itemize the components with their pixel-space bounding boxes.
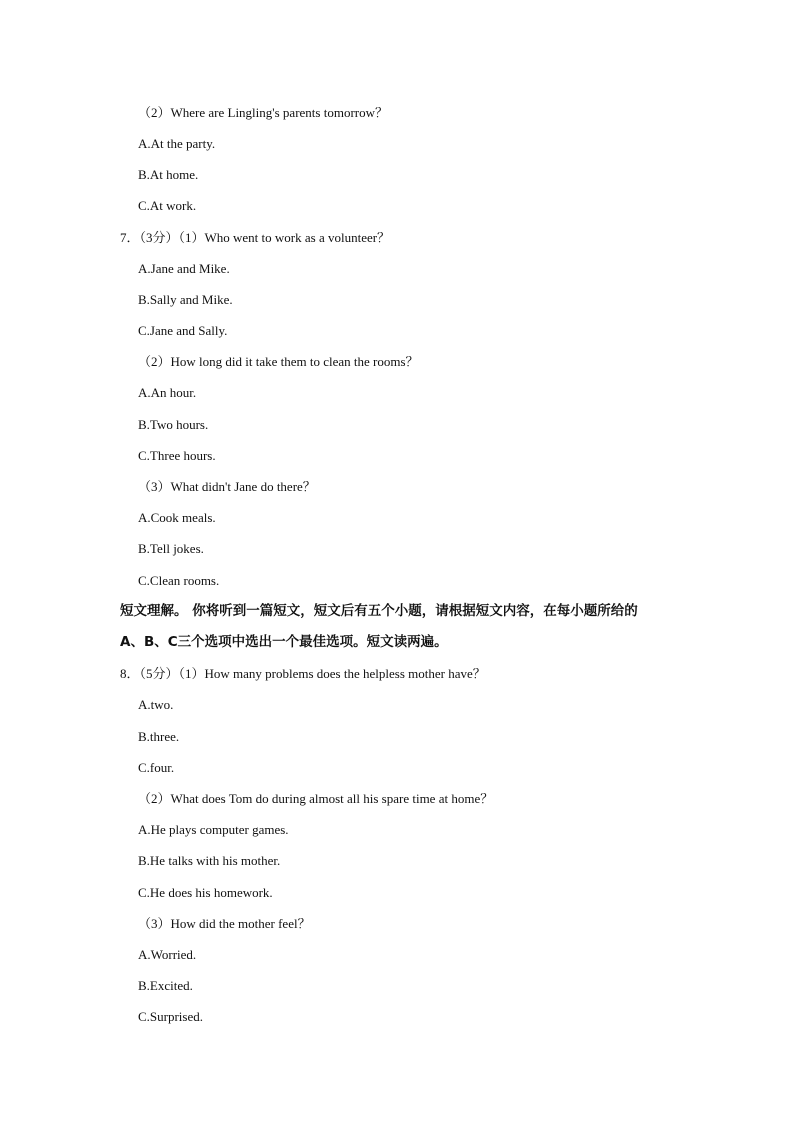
question-8-2: （2）What does Tom do during almost all his spare time at home？ <box>138 791 494 806</box>
option-7-2-b: B.Two hours. <box>138 417 209 432</box>
option-6-2-c: C.At work. <box>138 198 197 213</box>
question-8-3: （3）How did the mother feel？ <box>138 916 311 931</box>
question-8-1: 8．（5分）（1）How many problems does the helpless mother have？ <box>120 666 486 681</box>
option-7-3-c: C.Clean rooms. <box>138 573 220 588</box>
option-7-3-b: B.Tell jokes. <box>138 541 204 556</box>
option-8-1-c: C.four. <box>138 760 175 775</box>
option-8-2-a: A.He plays computer games. <box>138 822 289 837</box>
question-7-2: （2）How long did it take them to clean the rooms？ <box>138 354 419 369</box>
option-6-2-b: B.At home. <box>138 167 199 182</box>
option-7-3-a: A.Cook meals. <box>138 510 216 525</box>
option-6-2-a: A.At the party. <box>138 136 216 151</box>
option-8-3-b: B.Excited. <box>138 978 193 993</box>
option-8-2-b: B.He talks with his mother. <box>138 853 281 868</box>
option-7-1-b: B.Sally and Mike. <box>138 292 233 307</box>
section-instruction-line-1: 短文理解。 你将听到一篇短文，短文后有五个小题，请根据短文内容，在每小题所给的 <box>120 603 638 619</box>
option-8-2-c: C.He does his homework. <box>138 885 273 900</box>
option-7-2-a: A.An hour. <box>138 385 197 400</box>
option-7-2-c: C.Three hours. <box>138 448 216 463</box>
question-7-3: （3）What didn't Jane do there？ <box>138 479 316 494</box>
option-8-3-c: C.Surprised. <box>138 1009 203 1024</box>
option-7-1-a: A.Jane and Mike. <box>138 261 230 276</box>
question-6-2: （2）Where are Lingling's parents tomorrow？ <box>138 105 388 120</box>
option-7-1-c: C.Jane and Sally. <box>138 323 228 338</box>
option-8-1-a: A.two. <box>138 697 174 712</box>
section-instruction-line-2: A、B、C三个选项中选出一个最佳选项。短文读两遍。 <box>120 634 448 650</box>
question-7-1: 7．（3分）（1）Who went to work as a volunteer？ <box>120 230 391 245</box>
option-8-3-a: A.Worried. <box>138 947 197 962</box>
option-8-1-b: B.three. <box>138 729 180 744</box>
